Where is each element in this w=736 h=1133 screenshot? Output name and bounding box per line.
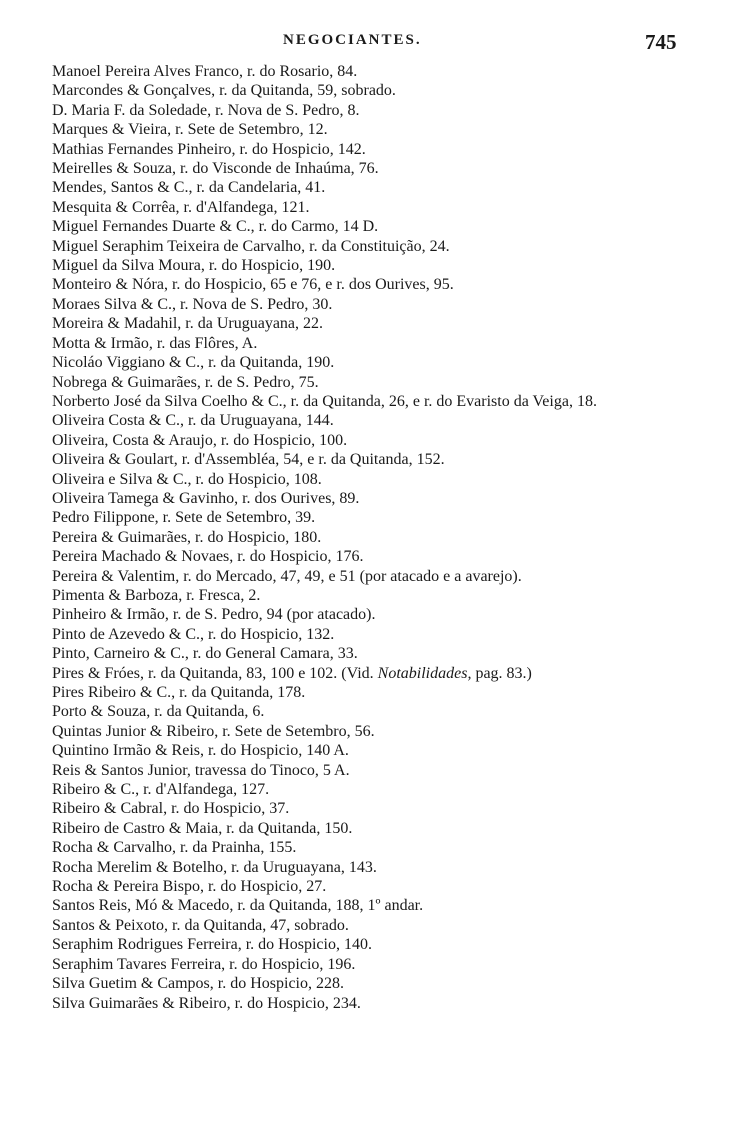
list-item: Nobrega & Guimarães, r. de S. Pedro, 75. <box>52 373 319 391</box>
list-item <box>52 664 712 683</box>
list-item: Mendes, Santos & C., r. da Candelaria, 41. <box>52 179 326 197</box>
list-item: Rocha Merelim & Botelho, r. da Uruguayana, 143. <box>52 858 377 876</box>
page-header <box>0 30 736 56</box>
list-item: Nicoláo Viggiano & C., r. da Quitanda, 190. <box>52 354 335 372</box>
list-item: Mesquita & Corrêa, r. d'Alfandega, 121. <box>52 198 310 216</box>
list-item: D. Maria F. da Soledade, r. Nova de S. Pedro, 8. <box>52 101 360 119</box>
list-item: Moreira & Madahil, r. da Uruguayana, 22. <box>52 315 324 333</box>
running-title: NEGOCIANTES. <box>283 32 422 48</box>
list-item: Ribeiro & C., r. d'Alfandega, 127. <box>52 781 270 799</box>
reference-italic: Notabilidades, <box>377 664 472 682</box>
list-item: Pimenta & Barboza, r. Fresca, 2. <box>52 586 261 604</box>
list-item: Silva Guetim & Campos, r. do Hospicio, 228. <box>52 975 344 993</box>
list-item: Oliveira Tamega & Gavinho, r. dos Ourives, 89. <box>52 489 360 507</box>
list-item: Miguel da Silva Moura, r. do Hospicio, 190. <box>52 257 336 275</box>
list-item: Pires Ribeiro & C., r. da Quitanda, 178. <box>52 684 306 701</box>
list-item: Miguel Fernandes Duarte & C., r. do Carmo, 14 D. <box>52 218 379 236</box>
list-item: Pereira & Valentim, r. do Mercado, 47, 49, e 51 (por atacado e a avarejo). <box>52 567 522 585</box>
list-item: Ribeiro & Cabral, r. do Hospicio, 37. <box>52 800 290 818</box>
page-number: 745 <box>645 30 677 54</box>
list-item: Manoel Pereira Alves Franco, r. do Rosario, 84. <box>52 63 358 80</box>
list-item: Ribeiro de Castro & Maia, r. da Quitanda, 150. <box>52 819 353 837</box>
list-item: Porto & Souza, r. da Quitanda, 6. <box>52 703 265 721</box>
list-item: Marques & Vieira, r. Sete de Setembro, 12. <box>52 121 328 139</box>
list-item: Pedro Filippone, r. Sete de Setembro, 39. <box>52 509 316 527</box>
list-item: Pinto, Carneiro & C., r. do General Camara, 33. <box>52 645 358 663</box>
list-item: Motta & Irmão, r. das Flôres, A. <box>52 334 258 352</box>
list-item: Pinheiro & Irmão, r. de S. Pedro, 94 (por atacado). <box>52 606 376 624</box>
list-item: Norberto José da Silva Coelho & C., r. da Quitanda, 26, e r. do Evaristo da Veiga, 18. <box>52 392 597 410</box>
merchant-list <box>52 62 712 1013</box>
list-item: Reis & Santos Junior, travessa do Tinoco, 5 A. <box>52 761 350 779</box>
reference-tail: pag. 83.) <box>471 664 532 682</box>
list-item: Rocha & Carvalho, r. da Prainha, 155. <box>52 839 297 857</box>
list-item: Santos & Peixoto, r. da Quitanda, 47, sobrado. <box>52 916 349 934</box>
list-item: Pinto de Azevedo & C., r. do Hospicio, 132. <box>52 625 335 643</box>
list-item: Marcondes & Gonçalves, r. da Quitanda, 59, sobrado. <box>52 82 396 100</box>
list-item: Meirelles & Souza, r. do Visconde de Inhaúma, 76. <box>52 160 379 178</box>
list-item: Pereira Machado & Novaes, r. do Hospicio, 176. <box>52 548 364 566</box>
list-item: Santos Reis, Mó & Macedo, r. da Quitanda, 188, 1º andar. <box>52 897 424 915</box>
list-item: Oliveira, Costa & Araujo, r. do Hospicio, 100. <box>52 431 348 449</box>
list-item: Rocha & Pereira Bispo, r. do Hospicio, 27. <box>52 878 327 896</box>
list-item-text: Pires & Fróes, r. da Quitanda, 83, 100 e 102. (Vid. <box>52 664 374 682</box>
list-item: Seraphim Tavares Ferreira, r. do Hospicio, 196. <box>52 955 356 973</box>
list-item: Miguel Seraphim Teixeira de Carvalho, r. da Constituição, 24. <box>52 237 450 255</box>
list-item: Moraes Silva & C., r. Nova de S. Pedro, 30. <box>52 295 333 313</box>
list-item: Quintino Irmão & Reis, r. do Hospicio, 140 A. <box>52 742 349 760</box>
list-item: Seraphim Rodrigues Ferreira, r. do Hospicio, 140. <box>52 936 372 954</box>
list-item: Oliveira e Silva & C., r. do Hospicio, 108. <box>52 470 322 488</box>
list-item: Quintas Junior & Ribeiro, r. Sete de Setembro, 56. <box>52 722 375 740</box>
list-item: Oliveira & Goulart, r. d'Assembléa, 54, e r. da Quitanda, 152. <box>52 451 445 469</box>
list-item: Monteiro & Nóra, r. do Hospicio, 65 e 76, e r. dos Ourives, 95. <box>52 276 454 294</box>
list-item: Pereira & Guimarães, r. do Hospicio, 180. <box>52 528 322 546</box>
list-item: Oliveira Costa & C., r. da Uruguayana, 144. <box>52 412 334 430</box>
list-item: Mathias Fernandes Pinheiro, r. do Hospicio, 142. <box>52 140 366 158</box>
list-item: Silva Guimarães & Ribeiro, r. do Hospicio, 234. <box>52 994 361 1012</box>
